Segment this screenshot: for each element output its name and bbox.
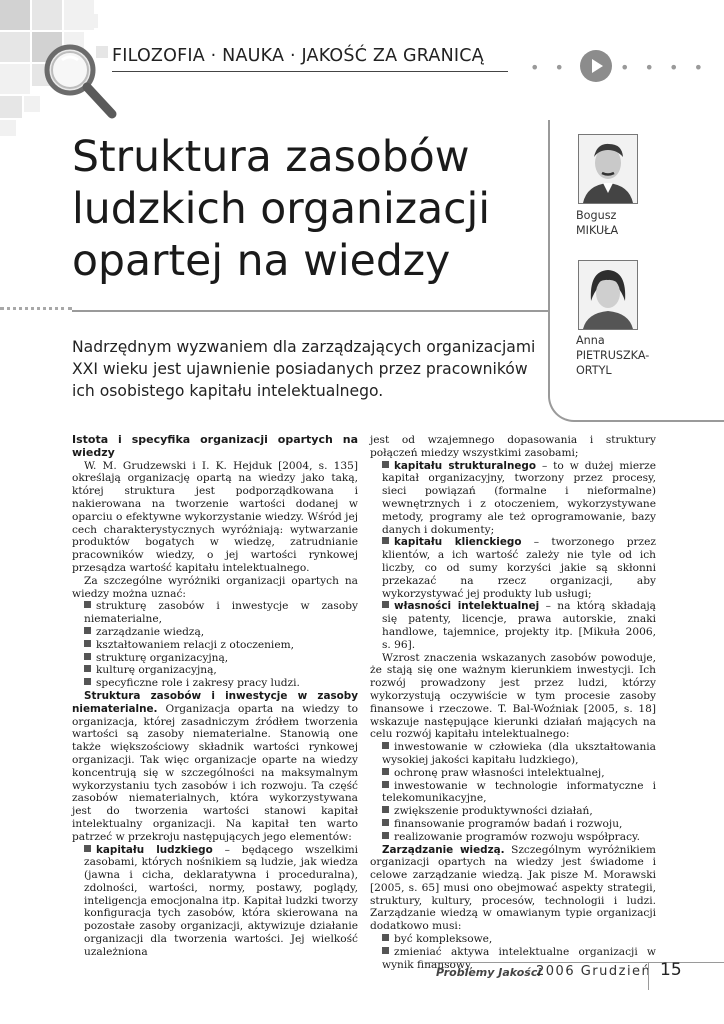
list-item-text: realizowanie programów rozwoju współpracy. xyxy=(394,830,640,843)
paragraph xyxy=(370,844,656,934)
square-bullet-icon xyxy=(382,537,389,544)
author-1-last-name: MIKUŁA xyxy=(576,224,619,237)
paragraph: W. M. Grudzewski i I. K. Hejduk [2004, s. 135] określają organizację opartą na wiedzy jako taką, której struktura jest podporządkowana i nakierowana na tworzenie wartości dodanej w oparciu o efektywne wykorzystanie wiedzy. Wśród jej cech charakterystycznych wyróżniają: wytwarzanie produktów bogatych w wiedzę, zatrudnianie pracowników wiedzy, o jej wartości rynkowej przesądza wartość kapitału intelektualnego. xyxy=(72,459,358,574)
article-title: Struktura zasobów ludzkich organizacji opartej na wiedzy xyxy=(72,133,491,286)
square-bullet-icon xyxy=(382,601,389,608)
term-bold: kapitału strukturalnego xyxy=(394,459,536,472)
list-item xyxy=(370,818,656,831)
paragraph: jest od wzajemnego dopasowania i struktury połączeń miedzy wszystkimi zasobami; xyxy=(370,434,656,459)
paragraph: Za szczególne wyróżniki organizacji opartych na wiedzy można uznać: xyxy=(72,574,358,600)
square-bullet-icon xyxy=(84,845,91,852)
term-bold: własności intelektualnej xyxy=(394,600,540,613)
list-item-text: – na którą składają się patenty, licencje, prawa autorskie, znaki handlowe, tajemnice, projekty itp. [Mikuła 2006, s. 96]. xyxy=(382,600,656,651)
list-item-text: finansowanie programów badań i rozwoju, xyxy=(394,817,623,830)
square-bullet-icon xyxy=(84,640,91,647)
play-icon xyxy=(580,50,612,82)
square-bullet-icon xyxy=(382,461,389,468)
list-item-text: ochronę praw własności intelektualnej, xyxy=(394,766,605,779)
square-bullet-icon xyxy=(382,781,389,788)
author-box xyxy=(548,120,724,422)
list-item xyxy=(370,831,656,844)
author-2-last-name-cont: ORTYL xyxy=(576,364,612,377)
title-divider xyxy=(72,310,550,312)
author-2-name xyxy=(576,333,649,378)
square-bullet-icon xyxy=(382,806,389,813)
list-item-text: zarządzanie wiedzą, xyxy=(96,625,205,638)
inline-heading: Struktura zasobów i inwestycje w zasoby niematerialne. xyxy=(72,689,358,715)
list-item-text: – to w dużej mierze kapitał organizacyjny, tworzony przez procesy, sieci powiązań (formalne i nieformalne) wewnętrznych i z otoczeniem, wykorzystywane metody, programy ale też oprogramowanie, bazy danych i dokumenty; xyxy=(382,459,657,536)
paragraph-text: Organizacja oparta na wiedzy to organizacja, której zasadniczym źródłem tworzenia wartości są zasoby niematerialne. Stanowią one także większościowy składnik wartości rynkowej organizacji. Tak więc organizacje oparte na wiedzy koncentrują się w szczególności na maksymalnym wykorzystaniu tych zasobów i ich rozwoju. Ta część zasobów niematerialnych, która wykorzystywana jest do tworzenia wartości stanowi kapitał intelektualny organizacji. Na kapitał ten warto patrzeć w przekroju następujących jego elementów: xyxy=(72,702,358,843)
list-item-text: być kompleksowe, xyxy=(394,933,493,946)
decorative-dots-right: • • • • xyxy=(620,58,709,77)
author-photo-2 xyxy=(578,260,638,330)
paragraph: Wzrost znaczenia wskazanych zasobów powoduje, że stają się one ważnym kierunkiem inwestycji. Ich rozwój prowadzony jest przez ludzi, którzy wykorzystują oczywiście w tym procesie zasoby finansowe i rzeczowe. T. Bal-Woźniak [2005, s. 18] wskazuje następujące kierunki działań mających na celu rozwój kapitału intelektualnego: xyxy=(370,651,656,741)
list-item xyxy=(370,600,656,651)
list-item-text: inwestowanie w człowieka (dla ukształtowania wysokiej jakości kapitału ludzkiego), xyxy=(382,741,656,766)
author-1-first-name: Bogusz xyxy=(576,209,617,222)
column-left xyxy=(72,434,358,959)
list-item xyxy=(370,933,656,946)
term-bold: kapitału klienckiego xyxy=(394,536,522,549)
list-item xyxy=(370,805,656,818)
inline-heading: Zarządzanie wiedzą. xyxy=(382,843,505,856)
decorative-dotted-line xyxy=(0,307,72,310)
list-item-text: kulturę organizacyjną, xyxy=(96,664,217,677)
banner-underline xyxy=(112,71,508,72)
section-heading-1: Istota i specyfika organizacji opartych na wiedzy xyxy=(72,433,358,459)
list-item xyxy=(72,677,358,690)
footer-journal-name: Problemy Jakości xyxy=(436,966,542,979)
list-item-text: specyficzne role i zakresy pracy ludzi. xyxy=(96,677,300,690)
magnifier-icon xyxy=(40,40,120,122)
column-right xyxy=(370,434,656,971)
square-bullet-icon xyxy=(382,819,389,826)
footer-issue-date: 2006 Grudzień xyxy=(536,964,652,979)
square-bullet-icon xyxy=(84,678,91,685)
article-lead: Nadrzędnym wyzwaniem dla zarządzających organizacjami XXI wieku jest ujawnienie posiadanych przez pracowników ich osobistego kapitału intelektualnego. xyxy=(72,338,536,400)
square-bullet-icon xyxy=(84,665,91,672)
list-item xyxy=(370,741,656,767)
decorative-dots: • • xyxy=(530,58,569,77)
term-bold: kapitału ludzkiego xyxy=(96,843,213,856)
list-item-text: – tworzonego przez klientów, a ich wartość zależy nie tyle od ich liczby, co od sumy korzyści jakie są skłonni przekazać na rzecz organizacji, aby wykorzystywać jej produkty lub usługi; xyxy=(382,536,656,600)
author-photo-1 xyxy=(578,134,638,204)
list-item-text: zwiększenie produktywności działań, xyxy=(394,805,593,818)
paragraph-text: Szczególnym wyróżnikiem organizacji opartych na wiedzy jest świadome i celowe zarządzanie wiedzą. Jak pisze M. Morawski [2005, s. 65] musi ono obejmować aspekty strategii, struktury, kultury, procesów, technologii i ludzi. Zarządzanie wiedzą w omawianym typie organizacji dodatkowo musi: xyxy=(370,843,656,933)
list-item-text: inwestowanie w technologie informatyczne i telekomunikacyjne, xyxy=(382,779,656,805)
square-bullet-icon xyxy=(84,601,91,608)
paragraph xyxy=(72,690,358,844)
square-bullet-icon xyxy=(84,653,91,660)
list-item xyxy=(72,600,358,626)
list-item xyxy=(72,639,358,652)
page-number: 15 xyxy=(660,960,682,980)
list-item xyxy=(370,767,656,780)
square-bullet-icon xyxy=(382,768,389,775)
square-bullet-icon xyxy=(382,742,389,749)
list-item xyxy=(72,626,358,639)
list-item-text: strukturę zasobów i inwestycje w zasoby niematerialne, xyxy=(84,600,358,626)
list-item-text: kształtowaniem relacji z otoczeniem, xyxy=(96,638,295,651)
list-item-text: zmieniać aktywa intelektualne organizacji w wynik finansowy, xyxy=(382,945,656,971)
author-1-name xyxy=(576,208,618,238)
square-bullet-icon xyxy=(382,947,389,954)
square-bullet-icon xyxy=(382,832,389,839)
list-item xyxy=(72,652,358,665)
list-item xyxy=(72,664,358,677)
square-bullet-icon xyxy=(84,627,91,634)
list-item xyxy=(370,536,656,600)
list-item-text: – będącego wszelkimi zasobami, których nośnikiem są ludzie, jak wiedza (jawna i cicha, deklaratywna i proceduralna), zdolności, wartości, normy, postawy, poglądy, inteligencja emocjonalna itp. Kapitał ludzki tworzy konfiguracja tych zasobów, która skierowana na pozostałe zasoby organizacji, aktywizuje działanie organizacji dla tworzenia wartości. Jej wielkość uzależniona xyxy=(84,843,359,958)
list-item xyxy=(370,460,656,537)
author-2-last-name: PIETRUSZKA- xyxy=(576,349,650,362)
list-item xyxy=(72,844,358,959)
list-item xyxy=(370,780,656,806)
section-banner: FILOZOFIA · NAUKA · JAKOŚĆ ZA GRANICĄ xyxy=(112,46,484,66)
square-bullet-icon xyxy=(382,934,389,941)
footer-divider xyxy=(648,962,649,990)
author-2-first-name: Anna xyxy=(576,334,605,347)
list-item-text: strukturę organizacyjną, xyxy=(96,651,229,664)
